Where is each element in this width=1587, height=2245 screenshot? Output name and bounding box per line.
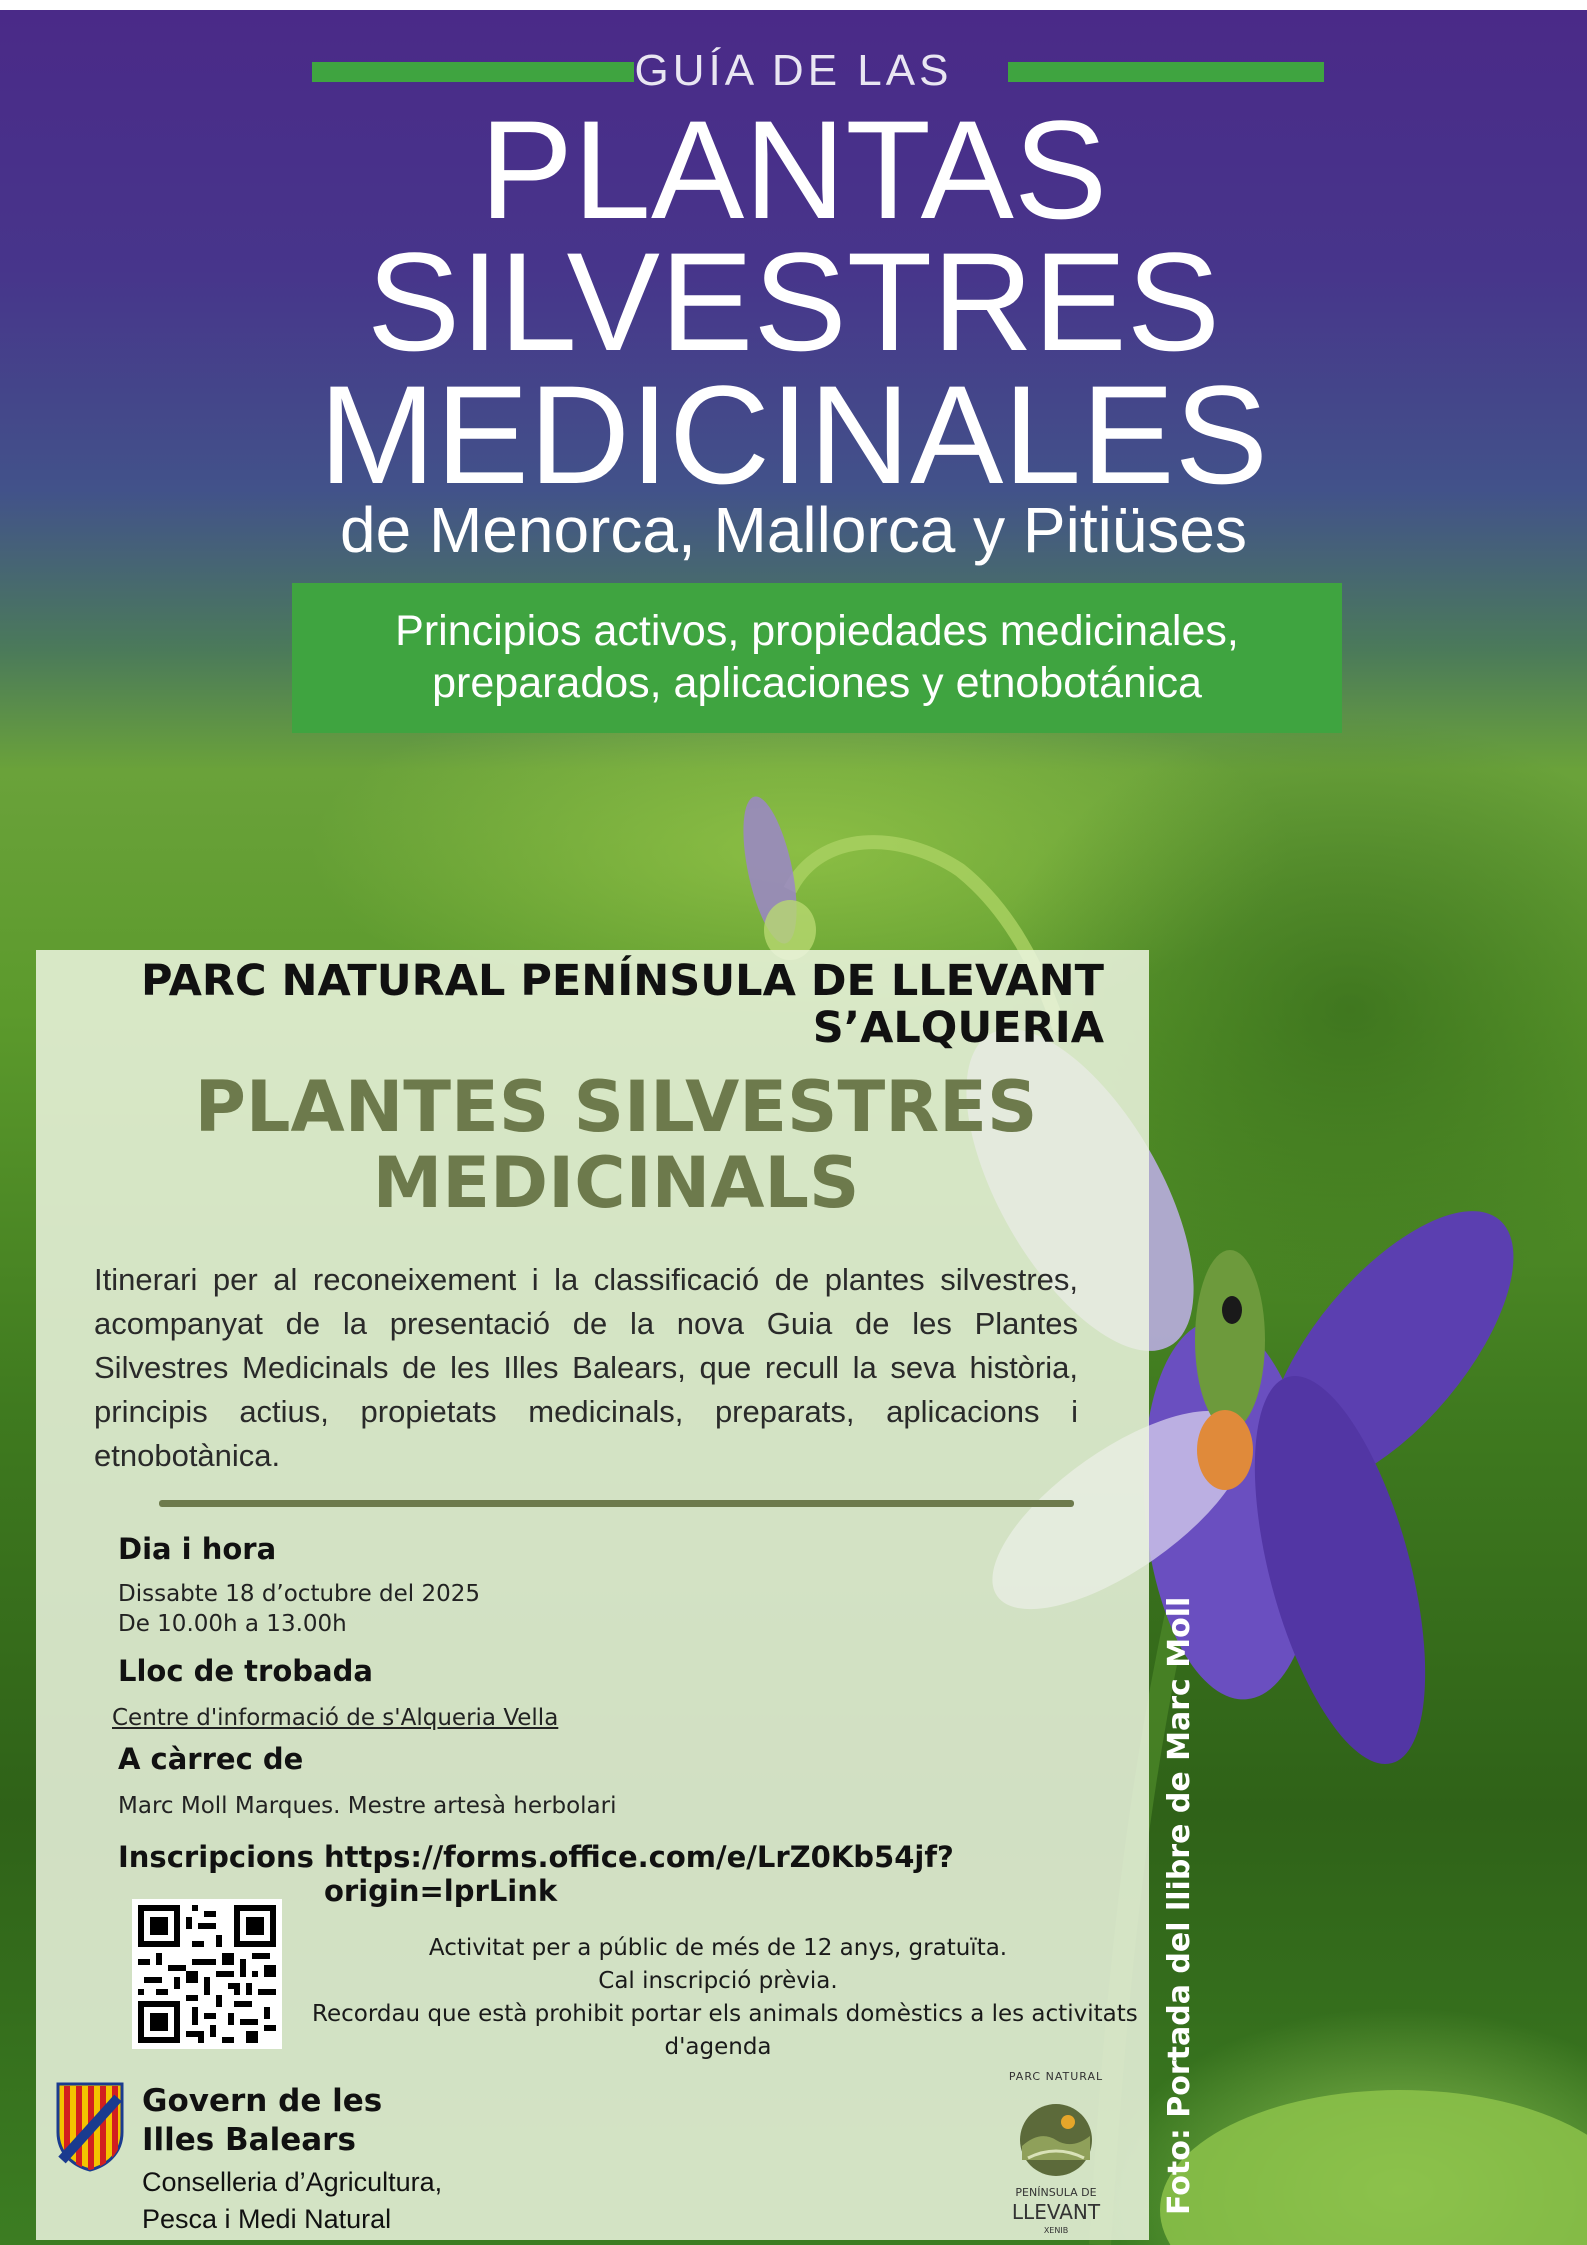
header-title-line3: MEDICINALES (318, 356, 1269, 513)
government-name-line1: Govern de les (142, 2083, 383, 2119)
notes-block (312, 1932, 1138, 2064)
registration-link[interactable]: https://forms.office.com/e/LrZ0Kb54jf?origin=lprLink (324, 1840, 954, 1908)
date-value: Dissabte 18 d’octubre del 2025 (118, 1581, 481, 1607)
event-title-line2: MEDICINALS (372, 1141, 860, 1224)
header-overline: GUÍA DE LAS (634, 46, 953, 95)
note-animals: Recordau que està prohibit portar els animals domèstics a les activitats (312, 2001, 1138, 2027)
registration-label: Inscripcions (118, 1840, 314, 1874)
event-title (96, 1066, 1136, 1224)
parc-logo-name: LLEVANT (1011, 2200, 1101, 2224)
header-box-line2: preparados, aplicaciones y etnobotánica (432, 659, 1202, 707)
parc-logo-top-text: PARC NATURAL (1008, 2070, 1104, 2083)
poster-background (0, 10, 1587, 2245)
header-subtitle: de Menorca, Mallorca y Pitiüses (339, 494, 1248, 566)
qr-code-icon[interactable] (132, 1899, 282, 2049)
parc-natural-logo (996, 2070, 1116, 2240)
parc-logo-small-text: XENIB (1043, 2226, 1069, 2235)
event-title-line1: PLANTES SILVESTRES (194, 1066, 1038, 1148)
place-label: Lloc de trobada (118, 1654, 373, 1688)
date-label: Dia i hora (118, 1532, 277, 1566)
note-age: Activitat per a públic de més de 12 anys, gratuïta. (428, 1935, 1008, 1961)
parc-logo-mid-text: PENÍNSULA DE (1015, 2186, 1097, 2199)
organizer-line2: S’ALQUERIA (812, 1003, 1104, 1053)
guide-value: Marc Moll Marques. Mestre artesà herbolari (118, 1793, 617, 1819)
guide-label: A càrrec de (118, 1742, 304, 1776)
photo-credit: Foto: Portada del llibre de Marc Moll (1162, 1596, 1197, 2215)
government-name-line2: Illes Balears (142, 2122, 356, 2158)
time-value: De 10.00h a 13.00h (118, 1611, 347, 1637)
note-registration: Cal inscripció prèvia. (598, 1968, 838, 1994)
header-title-line2: SILVESTRES (366, 223, 1221, 380)
info-panel (36, 950, 1149, 2240)
balearic-shield-icon (54, 2080, 126, 2172)
place-link[interactable]: Centre d'informació de s'Alqueria Vella (112, 1705, 559, 1731)
header-box-line1: Principios activos, propiedades medicinales, (395, 607, 1239, 656)
note-animals-cont: d'agenda (664, 2034, 772, 2060)
department-line2: Pesca i Medi Natural (142, 2204, 392, 2234)
header-green-box (292, 583, 1342, 733)
organizer-line1: PARC NATURAL PENÍNSULA DE LLEVANT (141, 956, 1104, 1006)
department-line1: Conselleria d’Agricultura, (142, 2167, 443, 2197)
event-description: Itinerari per al reconeixement i la classificació de plantes silvestres, acompanyat de la presentació de la nova Guia de les Plantes Silvestres Medicinals de les Illes Balears, que recull la seva història, principis actius, propietats medicinals, preparats, aplicacions i etnobotànica. (94, 1262, 1078, 1473)
header-title-line1: PLANTAS (479, 91, 1108, 248)
section-divider (159, 1500, 1074, 1507)
parc-emblem-icon (1016, 2100, 1096, 2180)
